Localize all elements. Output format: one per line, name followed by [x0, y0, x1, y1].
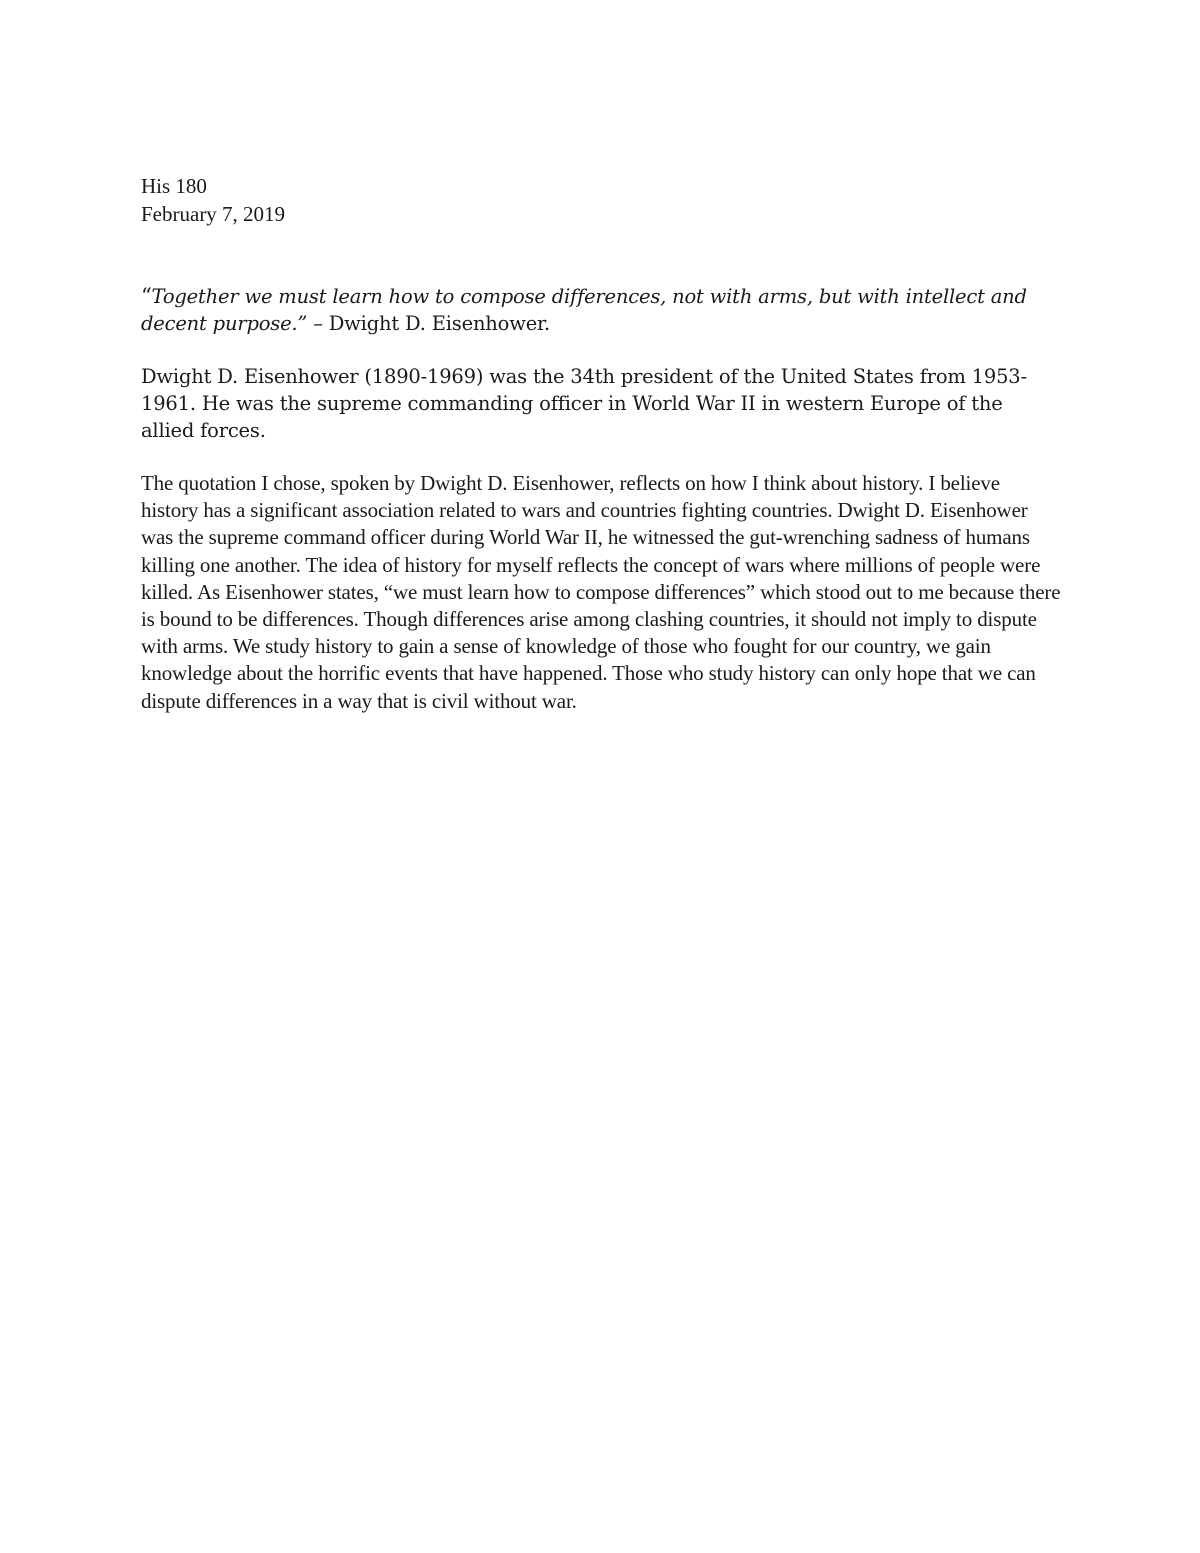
document-date: February 7, 2019	[141, 202, 286, 226]
document-page	[141, 172, 1061, 715]
quote-open-mark: “	[141, 284, 152, 308]
course-name: His 180	[141, 174, 207, 198]
quotation	[141, 283, 1061, 337]
quote-attribution: – Dwight D. Eisenhower.	[307, 312, 551, 335]
quote-close-mark: ”	[297, 312, 308, 335]
essay-paragraph: The quotation I chose, spoken by Dwight D. Eisenhower, reflects on how I think about history. I believe history has a significant association related to wars and countries fighting countries. Dwight D. Eisenhower was the supreme command officer during World War II, he witnessed the gut-wrenching sadness of humans killing one another. The idea of history for myself reflects the concept of wars where millions of people were killed. As Eisenhower states, “we must learn how to compose differences” which stood out to me because there is bound to be differences. Though differences arise among clashing countries, it should not imply to dispute with arms. We study history to gain a sense of knowledge of those who fought for our country, we gain knowledge about the horrific events that have happened. Those who study history can only hope that we can dispute differences in a way that is civil without war.	[141, 471, 1061, 713]
quote-text: Together we must learn how to compose differences, not with arms, but with intellect and decent purpose.	[141, 285, 1027, 335]
biography-paragraph: Dwight D. Eisenhower (1890-1969) was the 34th president of the United States from 1953-1961. He was the supreme commanding officer in World War II in western Europe of the allied forces.	[141, 365, 1027, 442]
